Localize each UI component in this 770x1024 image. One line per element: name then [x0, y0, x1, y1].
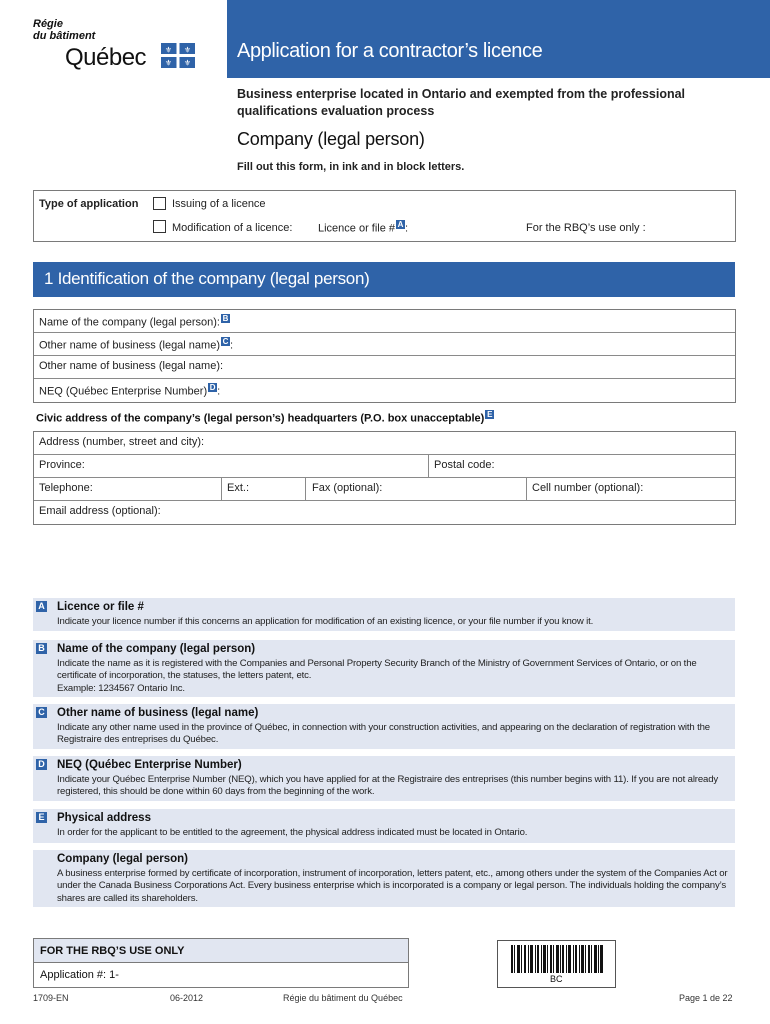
licence-colon: : [405, 222, 409, 235]
section-1-title: 1 Identification of the company (legal person) [44, 269, 370, 288]
company-name-field[interactable] [39, 314, 230, 329]
logo-quebec: Québec [65, 44, 147, 71]
svg-text:⚜: ⚜ [183, 58, 192, 68]
reference-tag-e: E [487, 410, 493, 419]
fax-field[interactable]: Fax (optional): [312, 482, 383, 494]
note-title: Physical address [57, 812, 151, 824]
other-name-1-field[interactable] [39, 337, 233, 352]
note-neq [33, 756, 735, 801]
reference-tag-a: A [397, 220, 404, 229]
divider [221, 478, 222, 500]
form-date: 06-2012 [170, 993, 204, 1003]
note-company-definition [33, 850, 735, 907]
divider [34, 355, 735, 356]
organization-name: Régie du bâtiment du Québec [283, 993, 403, 1003]
note-title: Company (legal person) [57, 853, 188, 865]
divider [428, 455, 429, 477]
other-name-1-colon: : [229, 339, 234, 352]
title-band [227, 0, 770, 78]
svg-text:⚜: ⚜ [164, 45, 173, 55]
page-subtitle: Business enterprise located in Ontario and exempted from the professional qualifications evaluation process [237, 87, 686, 118]
modification-label: Modification of a licence: [172, 222, 293, 234]
reference-tag-c: C [222, 337, 229, 346]
barcode [497, 940, 616, 988]
note-letter: D [36, 759, 47, 770]
other-name-2-label: Other name of business (legal name): [39, 360, 224, 372]
divider [34, 500, 735, 501]
note-body: Indicate your Québec Enterprise Number (NEQ), which you have applied for at the Registraire des entreprises (this number begins with 11). If you are not already registered, this should be done within 60 days from the beginning of the work. [57, 774, 719, 798]
logo-line-2: du bâtiment [33, 30, 96, 42]
divider [34, 454, 735, 455]
note-company-name [33, 640, 735, 697]
note-other-name [33, 704, 735, 749]
page-title: Application for a contractor’s licence [237, 40, 543, 62]
licence-number-field[interactable] [318, 220, 408, 235]
address-field[interactable]: Address (number, street and city): [39, 436, 205, 448]
divider [34, 332, 735, 333]
postal-code-field[interactable]: Postal code: [434, 459, 495, 471]
application-number-field[interactable]: Application #: 1- [40, 969, 119, 981]
email-field[interactable]: Email address (optional): [39, 505, 161, 517]
neq-field[interactable] [39, 383, 220, 398]
note-body: Indicate your licence number if this concerns an application for modification of an existing licence, or your file number if you know it. [57, 616, 594, 627]
note-physical-address [33, 809, 735, 843]
note-body: In order for the applicant to be entitled to the agreement, the physical address indicated must be located in Ontario. [57, 827, 528, 838]
civic-address-heading [36, 410, 494, 425]
rbq-use-label: For the RBQ’s use only : [526, 222, 646, 234]
telephone-field[interactable]: Telephone: [39, 482, 93, 494]
note-letter: E [36, 812, 47, 823]
other-name-2-field[interactable] [39, 360, 223, 372]
neq-colon: : [217, 385, 221, 398]
section-1-header [33, 262, 735, 297]
other-name-1-label: Other name of business (legal name) [39, 339, 220, 352]
note-body: A business enterprise formed by certificate of incorporation, instrument of incorporation, letters patent, etc., among others under the system of the Companies Act or under the Canada Business Corporations Act. Every business enterprise which is incorporated is a company or legal person. The individuals holding the company’s shares are called its shareholders. [57, 868, 728, 904]
note-title: Other name of business (legal name) [57, 707, 259, 719]
form-id: 1709-EN [33, 993, 69, 1003]
divider [34, 477, 735, 478]
note-letter: B [36, 643, 47, 654]
application-type-label: Type of application [39, 198, 139, 210]
neq-label: NEQ (Québec Enterprise Number) [39, 385, 208, 398]
note-body: Indicate any other name used in the province of Québec, in connection with your construction activities, and appearing on the declaration of registration with the Registraire des entreprises du Québec. [57, 722, 710, 746]
note-body: Indicate the name as it is registered with the Companies and Personal Property Security Branch of the Ministry of Government Services of Ontario, or on the certificate of incorporation, the statuses, the letters patent, etc. Example: 1234567 Ontario Inc. [57, 658, 697, 694]
svg-text:⚜: ⚜ [164, 58, 173, 68]
rbq-use-heading: FOR THE RBQ’S USE ONLY [40, 945, 185, 957]
note-title: Name of the company (legal person) [57, 643, 256, 655]
civic-address-heading-text: Civic address of the company’s (legal person’s) headquarters (P.O. box unacceptable) [36, 412, 485, 425]
page-number: Page 1 de 22 [679, 993, 733, 1003]
note-letter: C [36, 707, 47, 718]
issuing-label: Issuing of a licence [172, 198, 266, 210]
province-field[interactable]: Province: [39, 459, 85, 471]
modification-checkbox[interactable] [153, 220, 166, 233]
company-name-label: Name of the company (legal person): [39, 316, 220, 329]
reference-tag-b: B [222, 314, 229, 323]
licence-number-label: Licence or file # [318, 222, 396, 235]
divider [34, 378, 735, 379]
extension-field[interactable]: Ext.: [227, 482, 250, 494]
note-licence [33, 598, 735, 631]
cell-number-field[interactable]: Cell number (optional): [532, 482, 644, 494]
note-letter: A [36, 601, 47, 612]
svg-text:⚜: ⚜ [183, 45, 192, 55]
entity-heading: Company (legal person) [237, 129, 425, 149]
note-title: Licence or file # [57, 601, 144, 613]
logo [33, 18, 203, 78]
divider [526, 478, 527, 500]
reference-tag-d: D [209, 383, 216, 392]
barcode-icon [511, 945, 603, 973]
divider [305, 478, 306, 500]
rbq-use-box [33, 938, 409, 988]
barcode-code: BC [550, 974, 563, 984]
form-instruction: Fill out this form, in ink and in block letters. [237, 161, 465, 173]
issuing-checkbox[interactable] [153, 197, 166, 210]
logo-line-1: Régie [33, 18, 63, 30]
note-title: NEQ (Québec Enterprise Number) [57, 759, 242, 771]
quebec-flag-icon [161, 43, 195, 68]
